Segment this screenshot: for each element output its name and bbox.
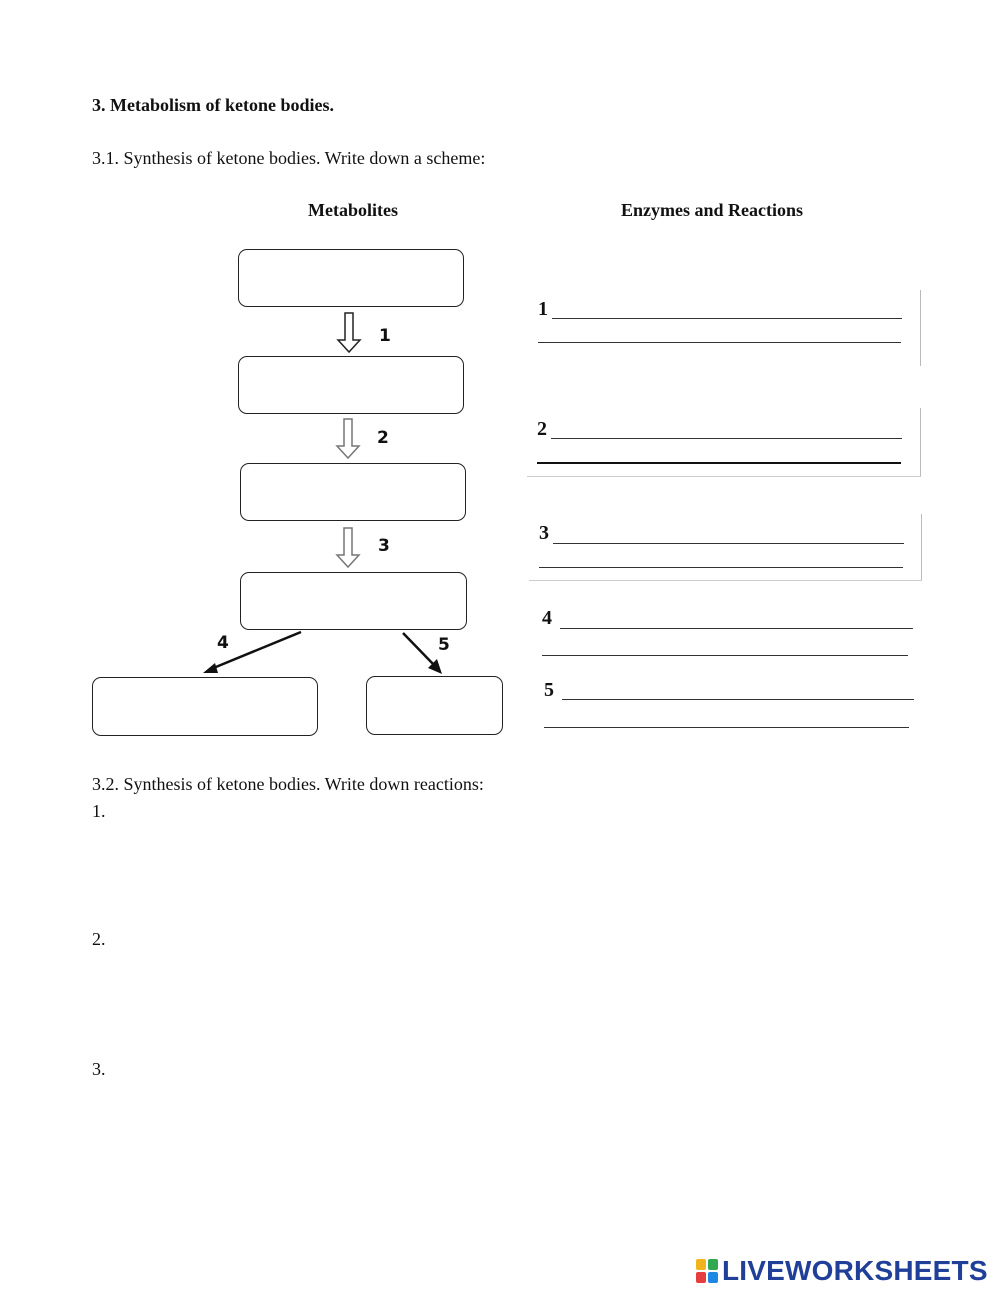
frame-edge	[921, 514, 922, 580]
answer-line[interactable]	[537, 462, 901, 464]
enzymes-column-header: Enzymes and Reactions	[621, 200, 804, 220]
answer-number-4: 4	[542, 607, 552, 629]
metabolite-box-4[interactable]	[240, 572, 467, 630]
frame-edge	[527, 476, 921, 477]
frame-edge	[920, 408, 921, 476]
arrow-label-5: 5	[438, 635, 450, 655]
answer-line[interactable]	[553, 543, 904, 544]
reaction-item-2: 2.	[92, 929, 106, 949]
answer-line[interactable]	[538, 342, 901, 343]
answer-line[interactable]	[539, 567, 903, 568]
down-arrow-icon	[336, 312, 362, 354]
logo-text: LIVEWORKSHEETS	[722, 1255, 988, 1286]
metabolite-box-3[interactable]	[240, 463, 466, 521]
arrow-label-1: 1	[379, 326, 391, 346]
answer-number-3: 3	[539, 522, 549, 544]
answer-number-5: 5	[544, 679, 554, 701]
arrow-label-2: 2	[377, 428, 389, 448]
arrow-label-4: 4	[217, 633, 229, 653]
metabolite-box-5[interactable]	[92, 677, 318, 736]
scheme-instruction: 3.1. Synthesis of ketone bodies. Write down a scheme:	[92, 148, 486, 168]
answer-line[interactable]	[560, 628, 913, 629]
metabolite-box-6[interactable]	[366, 676, 503, 735]
metabolite-box-1[interactable]	[238, 249, 464, 307]
reaction-item-3: 3.	[92, 1059, 106, 1079]
answer-line[interactable]	[562, 699, 914, 700]
branch-arrow-left-icon	[195, 628, 310, 678]
metabolite-box-2[interactable]	[238, 356, 464, 414]
answer-line[interactable]	[551, 438, 902, 439]
frame-edge	[920, 290, 921, 366]
answer-number-1: 1	[538, 298, 548, 320]
logo-tiles-icon	[696, 1259, 718, 1283]
answer-line[interactable]	[544, 727, 909, 728]
down-arrow-icon	[335, 527, 361, 569]
liveworksheets-logo	[696, 1254, 988, 1288]
down-arrow-icon	[335, 418, 361, 460]
answer-line[interactable]	[542, 655, 908, 656]
answer-line[interactable]	[552, 318, 902, 319]
section-heading: 3. Metabolism of ketone bodies.	[92, 95, 334, 115]
arrow-label-3: 3	[378, 536, 390, 556]
frame-edge	[529, 580, 922, 581]
reactions-instruction: 3.2. Synthesis of ketone bodies. Write down reactions:	[92, 774, 484, 794]
answer-number-2: 2	[537, 418, 547, 440]
metabolites-column-header: Metabolites	[308, 200, 398, 220]
reaction-item-1: 1.	[92, 801, 106, 821]
